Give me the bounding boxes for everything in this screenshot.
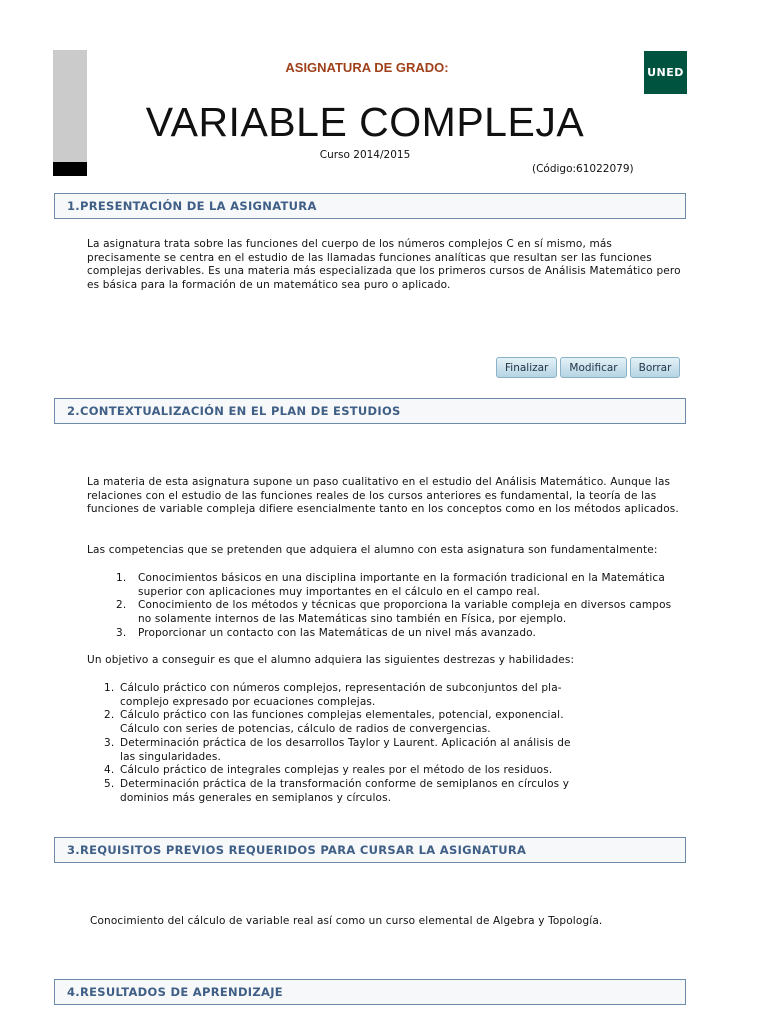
- list-item: [104, 737, 574, 764]
- list-item-number: 1.: [116, 572, 127, 584]
- list-item: [116, 599, 688, 626]
- list-item-text: Proporcionar un contacto con las Matemáticas de un nivel más avanzado.: [138, 626, 537, 639]
- uned-logo: UNED: [644, 51, 687, 94]
- list-item-text: Conocimientos básicos en una disciplina importante en la formación tradicional en la Matemática superior con aplicaciones muy importantes en el cálculo en el campo real.: [138, 572, 665, 598]
- list-item-text: Determinación práctica de la transformación conforme de semiplanos en círculos y dominios más generales en semiplanos y círculos.: [120, 777, 570, 804]
- header-black-bar: [53, 162, 87, 176]
- section-3-paragraph: Conocimiento del cálculo de variable real así como un curso elemental de Algebra y Topología.: [90, 915, 603, 927]
- list-item-number: 4.: [104, 764, 115, 777]
- list-item-number: 3.: [116, 626, 127, 639]
- section-2-header: 2.CONTEXTUALIZACIÓN EN EL PLAN DE ESTUDIOS: [54, 398, 686, 424]
- section-2-paragraph-2-text: Las competencias que se pretenden que adquiera el alumno con esta asignatura son fundamentalmente:: [87, 544, 658, 556]
- list-item: [104, 682, 574, 709]
- section-3-text: [90, 915, 690, 929]
- section-2-paragraph-3-text: Un objetivo a conseguir es que el alumno adquiera las siguientes destrezas y habilidades:: [87, 654, 575, 666]
- section-2-paragraph-1: [87, 476, 687, 517]
- list-item-number: 3.: [104, 736, 115, 749]
- list-item-text: Cálculo práctico con las funciones complejas elementales, potencial, exponencial. Cálculo con series de potencias, cálculo de radios de convergencias.: [120, 709, 564, 736]
- list-item-text: Cálculo práctico de integrales complejas y reales por el método de los residuos.: [120, 764, 553, 777]
- list-item: [116, 627, 688, 641]
- section-2-paragraph-2: [87, 544, 687, 558]
- section-3-header: 3.REQUISITOS PREVIOS REQUERIDOS PARA CURSAR LA ASIGNATURA: [54, 837, 686, 863]
- section-1-paragraph: La asignatura trata sobre las funciones del cuerpo de los números complejos C en sí mismo, más precisamente se centra en el estudio de las llamadas funciones analíticas que resultan ser las funciones complejas derivables. Es una materia más especializada que los primeros cursos de Análisis Matemático pero es básica para la formación de un matemático sea puro o aplicado.: [87, 238, 681, 292]
- section-1-text: [87, 238, 687, 293]
- list-item-text: Cálculo práctico con números complejos, representación de subconjuntos del pla-complejo expresado por ecuaciones complejas.: [120, 682, 562, 708]
- section-2-paragraph-1-text: La materia de esta asignatura supone un paso cualitativo en el estudio del Análisis Matemático. Aunque las relaciones con el estudio de las funciones reales de los cursos anteriores es fundamental, la teoría de las funciones de variable compleja difiere esencialmente tanto en los conceptos como en los métodos aplicados.: [87, 476, 679, 516]
- page-title: VARIABLE COMPLEJA: [145, 99, 585, 145]
- list-item: [104, 764, 574, 778]
- finalizar-button[interactable]: Finalizar: [496, 357, 557, 378]
- list-item: [104, 709, 574, 736]
- list-item-number: 5.: [104, 777, 115, 790]
- list-item-number: 2.: [116, 599, 127, 612]
- list-item-text: Determinación práctica de los desarrollos Taylor y Laurent. Aplicación al análisis de las singularidades.: [120, 736, 571, 763]
- section-4-header: 4.RESULTADOS DE APRENDIZAJE: [54, 979, 686, 1005]
- action-buttons: [496, 357, 680, 378]
- modificar-button[interactable]: Modificar: [560, 357, 626, 378]
- list-item: [104, 778, 574, 805]
- subject-kind: ASIGNATURA DE GRADO:: [285, 60, 449, 75]
- section-2-paragraph-3: [87, 654, 687, 668]
- borrar-button[interactable]: Borrar: [630, 357, 681, 378]
- list-item: [116, 572, 688, 599]
- section-1-header: 1.PRESENTACIÓN DE LA ASIGNATURA: [54, 193, 686, 219]
- subject-code: (Código:61022079): [532, 163, 634, 175]
- destrezas-list: [104, 682, 574, 805]
- course-year: Curso 2014/2015: [319, 149, 411, 161]
- list-item-text: Conocimiento de los métodos y técnicas que proporciona la variable compleja en diversos campos no solamente internos de las Matemáticas sino también en Física, por ejemplo.: [138, 599, 672, 626]
- list-item-number: 2.: [104, 709, 115, 722]
- competencias-list: [116, 572, 688, 641]
- list-item-number: 1.: [104, 682, 115, 694]
